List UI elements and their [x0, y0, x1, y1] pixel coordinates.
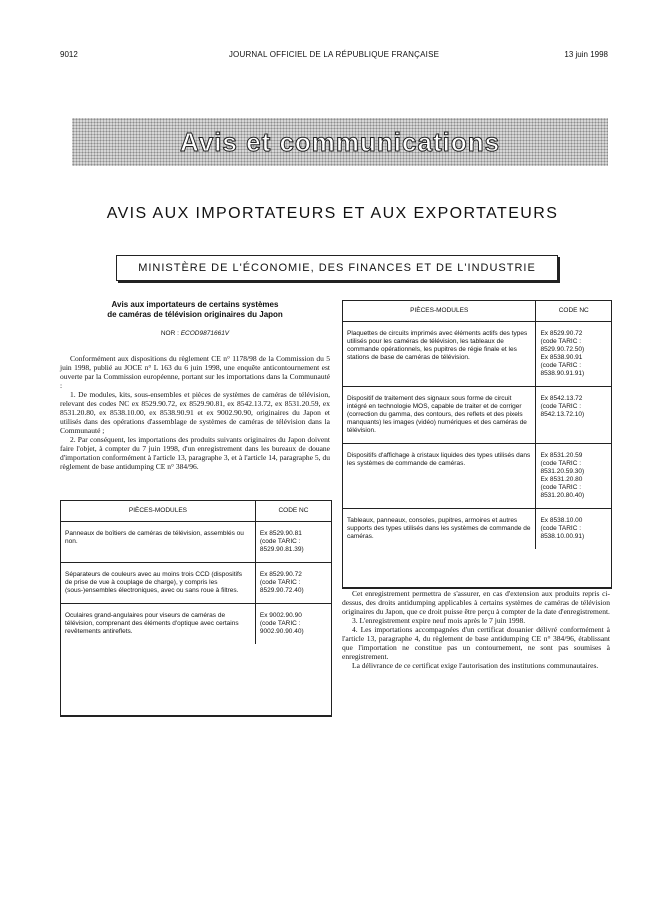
column-header-code: CODE NC: [255, 501, 331, 522]
nor-code: ECOD9871661V: [180, 330, 230, 337]
part-description: Plaquettes de circuits imprimés avec éléments actifs des types utilisés pour les caméras de télévision, les tableaux de commande opérationnels, les pupitres de régie finale et les stations de base de caméras de télévision.: [343, 322, 536, 387]
section-banner: [72, 118, 608, 166]
part-description: Dispositifs d'affichage à cristaux liquides des types utilisés dans les systèmes de commande de caméras.: [343, 444, 536, 509]
table-row: [343, 444, 611, 509]
issue-date: 13 juin 1998: [564, 50, 608, 59]
page-number: 9012: [60, 50, 78, 59]
closing-paragraph-3: 4. Les importations accompagnées d'un certificat douanier délivré conformément à l'article 13, paragraphe 4, du règlement de base antidumping CE n° 384/96, établissant que l'importation ne constitue pas un contournement, ne sont pas soumises à enregistrement.: [342, 625, 610, 661]
nor-label: NOR :: [160, 330, 179, 337]
banner-title: Avis et communications: [179, 126, 501, 157]
column-header-code: CODE NC: [536, 301, 611, 322]
closing-paragraph-2: 3. L'enregistrement expire neuf mois après le 7 juin 1998.: [352, 616, 526, 625]
closing-text: [342, 589, 610, 670]
column-header-parts: PIÈCES-MODULES: [61, 501, 255, 522]
nc-code: Ex 8529.90.81 (code TARIC : 8529.90.81.39): [255, 522, 331, 563]
part-description: Oculaires grand-angulaires pour viseurs de caméras de télévision, comprenant des éléments d'optique avec certains revêtements antireflets.: [61, 604, 255, 645]
nc-code: Ex 8529.90.72 (code TARIC : 8529.90.72.50) Ex 8538.90.91 (code TARIC : 8538.90.91.91): [536, 322, 611, 387]
journal-title: JOURNAL OFFICIEL DE LA RÉPUBLIQUE FRANÇAISE: [228, 50, 440, 59]
closing-paragraph-1: Cet enregistrement permettra de s'assurer, en cas d'extension aux produits repris ci-dessus, des droits antidumping applicables à certains systèmes de caméras de télévision originaires du Japon, que ce droit puisse être perçu à compter de la date d'enregistrement.: [342, 589, 610, 616]
part-description: Séparateurs de couleurs avec au moins trois CCD (dispositifs de prise de vue à couplage de charge), y compris les (sous-)ensembles électroniques, avec ou sans roue à filtres.: [61, 563, 255, 604]
table-row: [61, 522, 331, 563]
nc-code: Ex 8542.13.72 (code TARIC : 8542.13.72.10): [536, 387, 611, 444]
notice-paragraph-3: 2. Par conséquent, les importations des produits suivants originaires du Japon doivent faire l'objet, à compter du 7 juin 1998, d'un enregistrement dans les bureaux de douane d'importation conformément à l'article 13, paragraphe 3, et à l'article 14, paragraphe 5, du règlement de base antidumping CE n° 384/96.: [60, 435, 330, 471]
notice-title-line-2: de caméras de télévision originaires du Japon: [107, 310, 283, 319]
part-description: Dispositif de traitement des signaux sous forme de circuit intégré en technologie MOS, capable de traiter et de corriger (correction du gamma, des contours, des reflets et des pixels manquants) les images (vidéo) numériques et des caméras de télévision.: [343, 387, 536, 444]
notice-paragraph-2: 1. De modules, kits, sous-ensembles et pièces de systèmes de caméras de télévision, relevant des codes NC ex 8529.90.72, ex 8529.90.81, ex 8542.13.72, ex 8531.20.59, ex 8531.20.80, ex 8538.10.00, ex 8538.90.91 et ex 9002.90.90, originaires du Japon et utilisés dans des opérations d'assemblage de systèmes de caméras de télévision dans la Communauté ;: [60, 390, 330, 435]
table-row: [61, 563, 331, 604]
nc-code: Ex 9002.90.90 (code TARIC : 9002.90.90.40): [255, 604, 331, 645]
closing-paragraph-4: La délivrance de ce certificat exige l'autorisation des institutions communautaires.: [352, 661, 599, 670]
table-row: [343, 322, 611, 387]
parts-table-left: [60, 500, 332, 717]
nor-reference: [60, 330, 330, 337]
column-header-parts: PIÈCES-MODULES: [343, 301, 536, 322]
nc-code: Ex 8529.90.72 (code TARIC : 8529.90.72.40): [255, 563, 331, 604]
table-row: [61, 604, 331, 645]
notice-column: [60, 300, 330, 471]
section-title: AVIS AUX IMPORTATEURS ET AUX EXPORTATEURS: [106, 205, 559, 222]
parts-table-right: [342, 300, 612, 589]
nc-code: Ex 8531.20.59 (code TARIC : 8531.20.59.30) Ex 8531.20.80 (code TARIC : 8531.20.80.40): [536, 444, 611, 509]
table-row: [343, 509, 611, 550]
table-row: [343, 387, 611, 444]
part-description: Tableaux, panneaux, consoles, pupitres, armoires et autres supports des types utilisés dans les systèmes de commande de caméras.: [343, 509, 536, 550]
notice-title-line-1: Avis aux importateurs de certains systèmes: [111, 300, 279, 309]
notice-title: [60, 300, 330, 320]
ministry-box: [116, 255, 558, 281]
part-description: Panneaux de boîtiers de caméras de télévision, assemblés ou non.: [61, 522, 255, 563]
nc-code: Ex 8538.10.00 (code TARIC : 8538.10.00.91): [536, 509, 611, 550]
notice-paragraph-1: Conformément aux dispositions du règlement CE n° 1178/98 de la Commission du 5 juin 1998, publié au JOCE n° L 163 du 6 juin 1998, une enquête anticontournement est ouverte par la Commission européenne, portant sur les importations dans la Communauté :: [60, 354, 330, 390]
ministry-name: MINISTÈRE DE L'ÉCONOMIE, DES FINANCES ET DE L'INDUSTRIE: [138, 262, 536, 274]
